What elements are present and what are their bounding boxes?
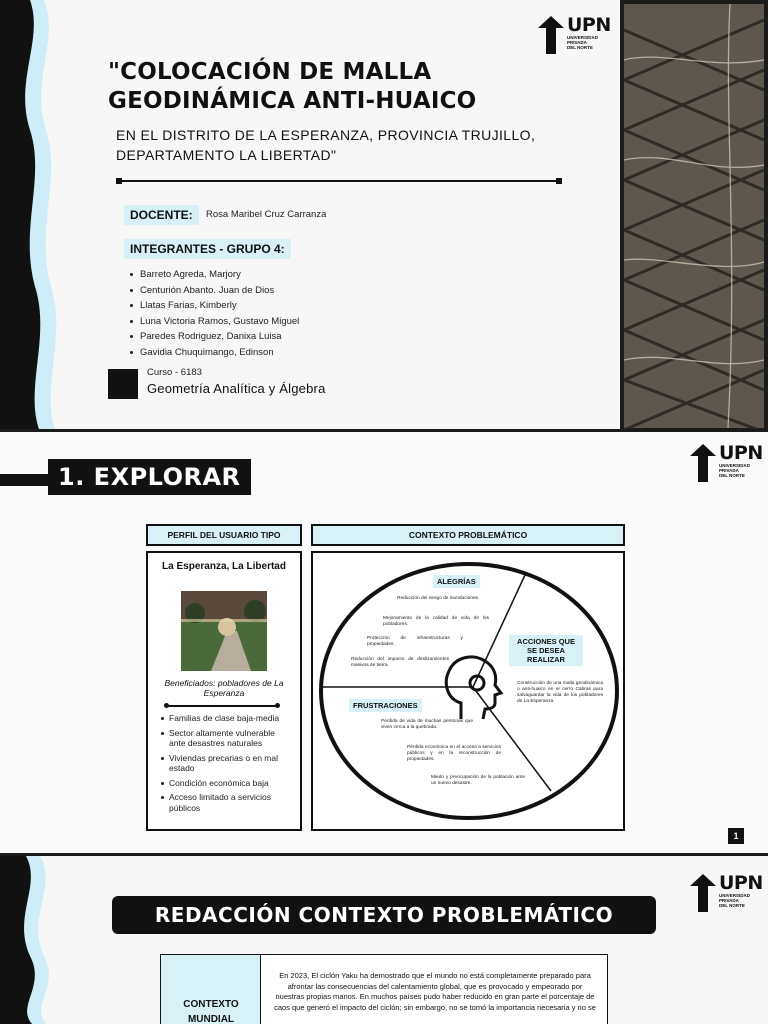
alegria-item: Reducción del riesgo de inundaciones. bbox=[397, 596, 480, 601]
acciones-label: ACCIONES QUE SE DESEA REALIZAR bbox=[509, 635, 583, 666]
brand-subline-3: DEL NORTE bbox=[719, 903, 745, 908]
perfil-title: La Esperanza, La Libertad bbox=[162, 561, 286, 572]
title-accent-bar bbox=[0, 474, 50, 486]
upn-logo bbox=[538, 16, 611, 54]
divider-line bbox=[166, 705, 278, 707]
explorar-slide bbox=[0, 432, 768, 856]
perfil-panel bbox=[146, 551, 302, 831]
decorative-wave bbox=[0, 856, 80, 1024]
perfil-list bbox=[160, 713, 290, 817]
upn-arrow-icon bbox=[538, 16, 564, 54]
alegrias-label: ALEGRÍAS bbox=[433, 575, 480, 588]
list-item: Gavidia Chuquimango, Edinson bbox=[130, 345, 299, 361]
decorative-wave bbox=[0, 0, 80, 432]
members-list bbox=[130, 267, 299, 360]
table-row-text: En 2023, El ciclón Yaku ha demostrado que el mundo no está completamente preparado para afrontar las consecuencias del calentamiento global, que es provocado y empeorado por nuestras propias manos. En muchos países pudo haber reducido en gran parte el porcentaje de caos que generó el impacto del ciclón; sin embargo, no se tomó la importancia necesaria y no se bbox=[274, 971, 596, 1012]
contexto-header: CONTEXTO PROBLEMÁTICO bbox=[311, 524, 625, 546]
brand-subline-1: UNIVERSIDAD bbox=[719, 463, 751, 468]
acciones-text: Construcción de una malla geodinámica o anti-huaico en el cerro Cabras para salvaguardar la vida de los pobladores de La Esperanza. bbox=[517, 681, 603, 704]
brand-subline-2: PRIVADA bbox=[567, 40, 587, 45]
list-item: Barreto Agreda, Marjory bbox=[130, 267, 299, 283]
brand-name: UPN bbox=[567, 14, 611, 36]
docente-label: DOCENTE: bbox=[124, 205, 199, 225]
perfil-caption: Beneficiados: pobladores de La Esperanza bbox=[164, 678, 284, 698]
course-name: Geometría Analítica y Álgebra bbox=[147, 381, 326, 396]
upn-arrow-icon bbox=[690, 874, 716, 912]
decorative-square bbox=[108, 369, 138, 399]
section-title: REDACCIÓN CONTEXTO PROBLEMÁTICO bbox=[112, 896, 656, 934]
brand-name: UPN bbox=[719, 872, 763, 894]
brand-subline-1: UNIVERSIDAD bbox=[719, 893, 751, 898]
list-item: Acceso limitado a servicios públicos bbox=[160, 792, 290, 813]
divider-line bbox=[118, 180, 560, 182]
list-item: Luna Victoria Ramos, Gustavo Miguel bbox=[130, 314, 299, 330]
brand-subline-2: PRIVADA bbox=[719, 898, 739, 903]
course-code: Curso - 6183 bbox=[147, 367, 202, 378]
upn-logo bbox=[690, 874, 763, 912]
frustracion-item: Miedo y preocupación de la población ante un nuevo desastre. bbox=[431, 775, 525, 786]
redaccion-slide bbox=[0, 856, 768, 1024]
frustracion-item: Perdida de vida de muchas personas que viven cerca a la quebrada. bbox=[381, 719, 473, 730]
alegria-item: Reducción del impacto de deslizamientos masivos de tierra. bbox=[351, 657, 449, 668]
project-subtitle: EN EL DISTRITO DE LA ESPERANZA, PROVINCIA TRUJILLO, DEPARTAMENTO LA LIBERTAD" bbox=[116, 127, 536, 163]
plaza-photo bbox=[181, 591, 267, 671]
section-title: 1. EXPLORAR bbox=[48, 459, 251, 495]
upn-arrow-icon bbox=[690, 444, 716, 482]
list-item: Sector altamente vulnerable ante desastres naturales bbox=[160, 728, 290, 749]
perfil-header: PERFIL DEL USUARIO TIPO bbox=[146, 524, 302, 546]
brand-name: UPN bbox=[719, 442, 763, 464]
project-title: "COLOCACIÓN DE MALLA GEODINÁMICA ANTI-HUAICO bbox=[108, 59, 477, 114]
table-row-label: CONTEXTO MUNDIAL bbox=[183, 999, 239, 1024]
contexto-panel bbox=[311, 551, 625, 831]
list-item: Llatas Farias, Kimberly bbox=[130, 298, 299, 314]
integrantes-label: INTEGRANTES - GRUPO 4: bbox=[124, 239, 291, 259]
cover-slide bbox=[0, 0, 768, 432]
brand-subline-3: DEL NORTE bbox=[719, 473, 745, 478]
brand-subline-2: PRIVADA bbox=[719, 468, 739, 473]
list-item: Viviendas precarias o en mal estado bbox=[160, 753, 290, 774]
upn-logo bbox=[690, 444, 763, 482]
brand-subline-1: UNIVERSIDAD bbox=[567, 35, 599, 40]
frustracion-item: Pérdida económica en el acceso a servicios públicos y en la reconstrucción de propiedades. bbox=[407, 745, 501, 762]
docente-name: Rosa Maribel Cruz Carranza bbox=[206, 209, 327, 220]
list-item: Familias de clase baja-media bbox=[160, 713, 290, 724]
list-item: Centurión Abanto. Juan de Dios bbox=[130, 283, 299, 299]
page-number: 1 bbox=[728, 828, 744, 844]
list-item: Paredes Rodriguez, Danixa Luisa bbox=[130, 329, 299, 345]
list-item: Condición económica baja bbox=[160, 778, 290, 789]
context-table bbox=[160, 954, 608, 1024]
brand-subline-3: DEL NORTE bbox=[567, 45, 593, 50]
fence-photo bbox=[620, 0, 768, 432]
alegria-item: Protección de infraestructuras y propiedades. bbox=[367, 636, 463, 647]
frustraciones-label: FRUSTRACIONES bbox=[349, 699, 422, 712]
alegria-item: Mejoramiento de la calidad de vida de los pobladores. bbox=[383, 616, 489, 627]
